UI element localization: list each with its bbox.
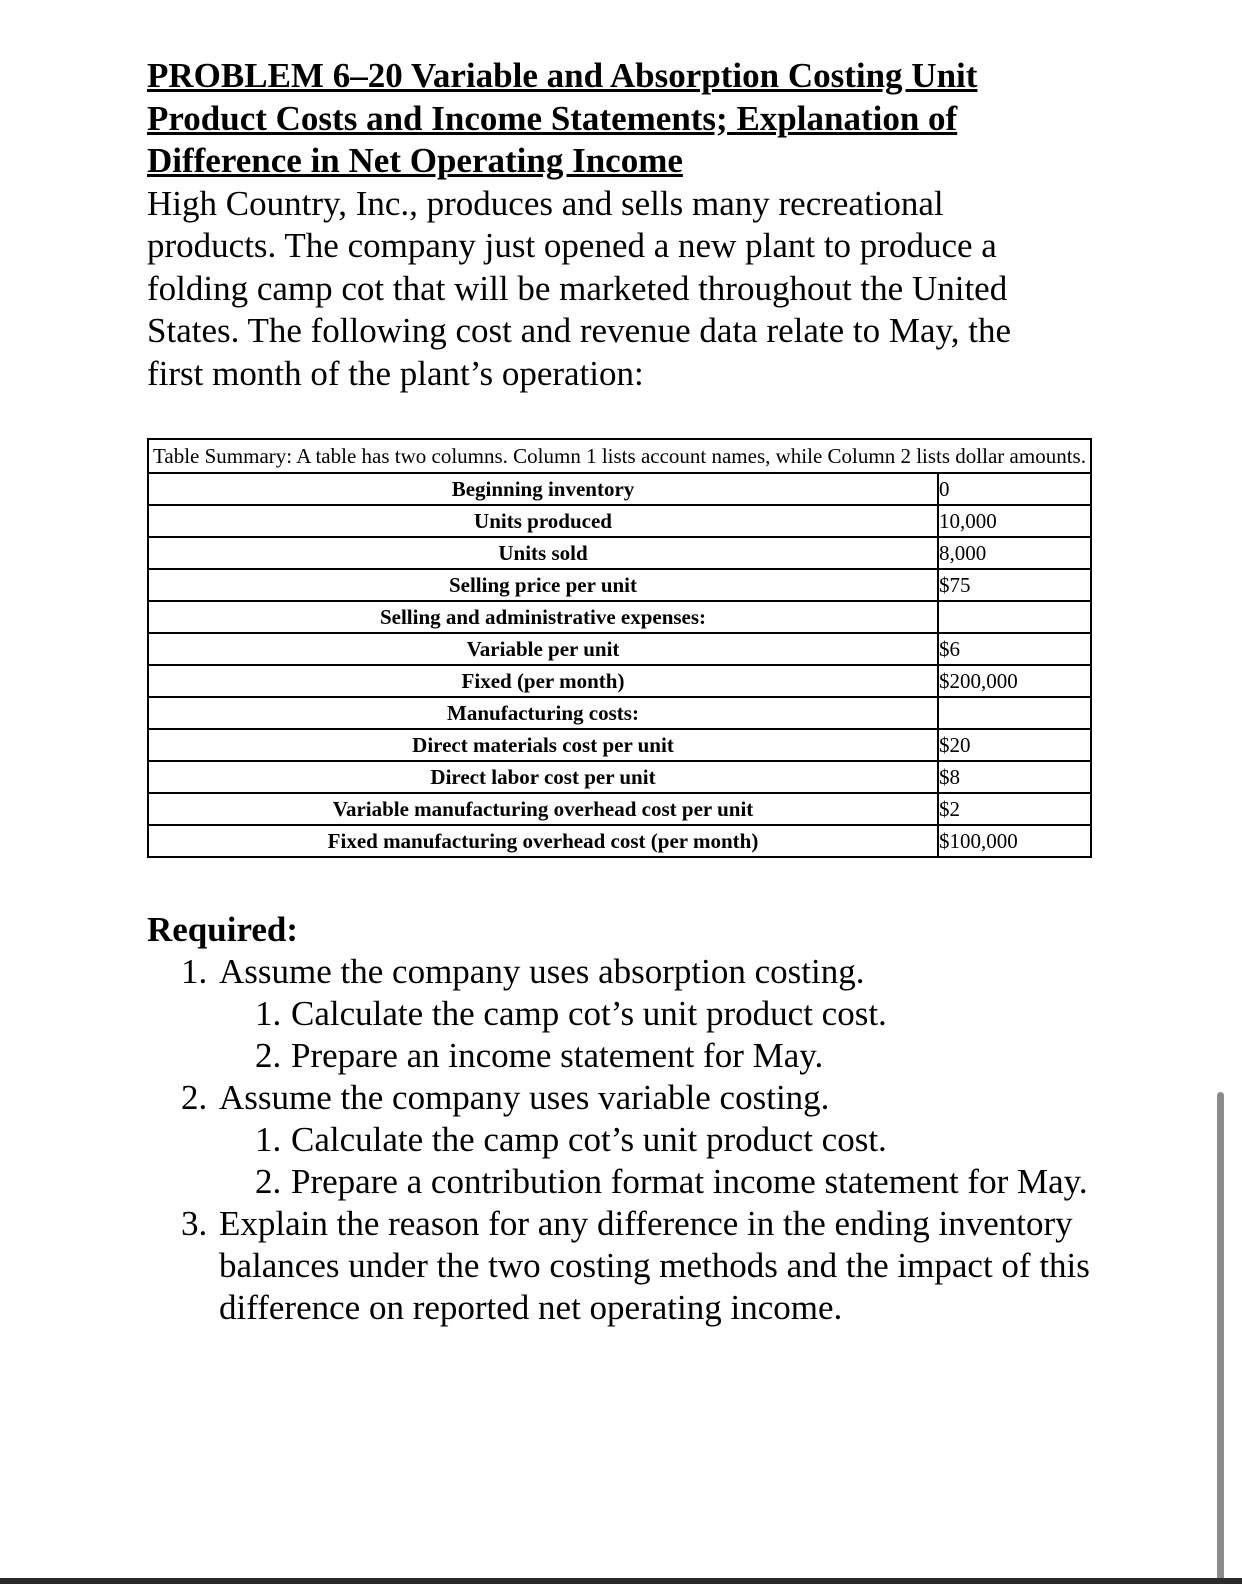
table-row (148, 761, 1091, 793)
amount-value (938, 601, 1091, 633)
sub-list (219, 1119, 1092, 1203)
sub-item-number: 1. (255, 1120, 282, 1159)
account-name: Units produced (148, 505, 938, 537)
amount-value: $2 (938, 793, 1091, 825)
required-list (147, 951, 1092, 1329)
account-name: Direct labor cost per unit (148, 761, 938, 793)
amount-value (938, 697, 1091, 729)
account-name: Manufacturing costs: (148, 697, 938, 729)
sub-item (219, 1161, 1092, 1203)
cost-data-table (147, 438, 1092, 858)
amount-value: $8 (938, 761, 1091, 793)
amount-value: 0 (938, 473, 1091, 505)
amount-value: 10,000 (938, 505, 1091, 537)
item-text: Explain the reason for any difference in the ending inventory balances under the two costing methods and the impact of this difference on reported net operating income. (219, 1204, 1090, 1327)
account-name: Fixed manufacturing overhead cost (per month) (148, 825, 938, 857)
table-row (148, 633, 1091, 665)
account-name: Selling and administrative expenses: (148, 601, 938, 633)
sub-item-text: Calculate the camp cot’s unit product cost. (291, 1120, 887, 1159)
item-number: 2. (181, 1078, 208, 1117)
problem-intro: High Country, Inc., produces and sells many recreational products. The company just opened a new plant to produce a folding camp cot that will be marketed throughout the United States. The following cost and revenue data relate to May, the first month of the plant’s operation: (147, 183, 1012, 393)
table-row (148, 825, 1091, 857)
amount-value: 8,000 (938, 537, 1091, 569)
account-name: Beginning inventory (148, 473, 938, 505)
vertical-scrollbar[interactable] (1217, 1092, 1224, 1584)
table-row (148, 601, 1091, 633)
table-summary: Table Summary: A table has two columns. Column 1 lists account names, while Column 2 lists dollar amounts. (147, 438, 1092, 472)
table-row (148, 729, 1091, 761)
amount-value: $6 (938, 633, 1091, 665)
problem-document (147, 55, 1092, 1327)
sub-item-text: Prepare a contribution format income statement for May. (291, 1162, 1088, 1201)
amount-value: $20 (938, 729, 1091, 761)
sub-item-number: 1. (255, 994, 282, 1033)
amount-value: $200,000 (938, 665, 1091, 697)
account-name: Variable manufacturing overhead cost per unit (148, 793, 938, 825)
account-name: Fixed (per month) (148, 665, 938, 697)
account-name: Variable per unit (148, 633, 938, 665)
sub-item (219, 1035, 1092, 1077)
item-number: 1. (181, 952, 208, 991)
sub-item-number: 2. (255, 1036, 282, 1075)
bottom-edge-bar (0, 1578, 1242, 1584)
sub-item (219, 1119, 1092, 1161)
amount-value: $100,000 (938, 825, 1091, 857)
table-row (148, 697, 1091, 729)
amount-value: $75 (938, 569, 1091, 601)
sub-item-text: Prepare an income statement for May. (291, 1036, 824, 1075)
required-item (147, 1077, 1092, 1203)
required-item (147, 951, 1092, 1077)
item-text: Assume the company uses absorption costing. (219, 952, 865, 991)
table-row (148, 569, 1091, 601)
table-row (148, 665, 1091, 697)
table-row (148, 473, 1091, 505)
required-section (147, 909, 1092, 1329)
item-number: 3. (181, 1204, 208, 1243)
table-row (148, 793, 1091, 825)
sub-item-text: Calculate the camp cot’s unit product cost. (291, 994, 887, 1033)
item-text: Assume the company uses variable costing. (219, 1078, 830, 1117)
sub-item-number: 2. (255, 1162, 282, 1201)
sub-item (219, 993, 1092, 1035)
account-name: Units sold (148, 537, 938, 569)
table-row (148, 505, 1091, 537)
problem-title: PROBLEM 6–20 Variable and Absorption Costing Unit Product Costs and Income Statements; Explanation of Difference in Net Operating Income (147, 56, 978, 180)
required-item (147, 1203, 1092, 1329)
sub-list (219, 993, 1092, 1077)
account-name: Direct materials cost per unit (148, 729, 938, 761)
account-name: Selling price per unit (148, 569, 938, 601)
table-row (148, 537, 1091, 569)
required-heading: Required: (147, 910, 299, 949)
